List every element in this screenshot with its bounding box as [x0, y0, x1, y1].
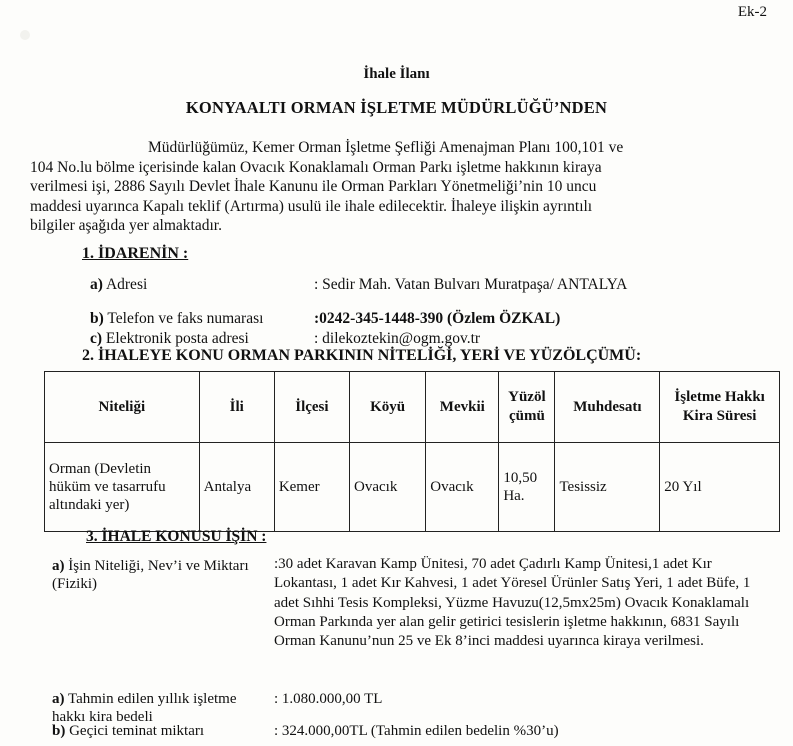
phone-row [90, 310, 560, 328]
address-value: : Sedir Mah. Vatan Bulvarı Muratpaşa/ ANTALYA [314, 276, 628, 293]
cell-ilce: Kemer [274, 443, 349, 532]
cell-mevki: Ovacık [426, 443, 499, 532]
address-row [90, 276, 627, 294]
intro-line: 104 No.lu bölme içerisinde kalan Ovacık Konaklamalı Orman Parkı işletme hakkının kiraya [30, 158, 602, 176]
deposit-label [52, 722, 262, 740]
email-value: : dilekoztekin@ogm.gov.tr [314, 330, 481, 347]
work-prefix: a) [52, 558, 65, 574]
section1-heading: 1. İDARENİN : [82, 245, 189, 262]
annex-label: Ek-2 [737, 4, 767, 20]
intro-line: Müdürlüğümüz, Kemer Orman İşletme Şefliği Amenajman Planı 100,101 ve [148, 139, 624, 156]
cell-nitelik: Orman (Devletin hüküm ve tasarrufu altındaki yer) [45, 443, 200, 532]
col-header: İşletme Hakkı Kira Süresi [660, 372, 780, 443]
col-header: İlçesi [274, 372, 349, 443]
col-header: İli [199, 372, 274, 443]
deposit-label-text: Geçici teminat miktarı [69, 723, 205, 739]
cell-sure: 20 Yıl [660, 443, 780, 532]
email-row [90, 330, 480, 348]
cell-muhdesat: Tesissiz [555, 443, 660, 532]
authority-heading: KONYAALTI ORMAN İŞLETME MÜDÜRLÜĞÜ’NDEN [185, 98, 608, 117]
phone-label: Telefon ve faks numarası [107, 310, 264, 327]
intro-line: maddesi uyarınca Kapalı teklif (Artırma) usulü ile ihale edilecektir. İhaleye ilişkin ayrıntılı [30, 197, 593, 215]
rent-value: : 1.080.000,00 TL [274, 691, 383, 707]
intro-paragraph [30, 138, 730, 236]
cell-il: Antalya [199, 443, 274, 532]
intro-line: verilmesi işi, 2886 Sayılı Devlet İhale Kanunu ile Orman Parkları Yönetmeliği’nin 10 uncu [30, 178, 597, 195]
document-title: İhale İlanı [363, 66, 430, 82]
work-value: :30 adet Karavan Kamp Ünitesi, 70 adet Çadırlı Kamp Ünitesi,1 adet Kır Lokantası, 1 adet Kır Kahvesi, 1 adet Yöresel Ürünler Satış Yeri, 1 adet Büfe, 1 adet Sıhhi Tesis Kompleksi, Yüzme Havuzu(12,5mx25m) Ovacık Konaklamalı Orman Parkında yer alan gelir getirici tesislerin işletme hakkının, 6831 Sayılı Orman Kanunu’nun 25 ve Ek 8’inci maddesi uyarınca kiraya verilmesi. [274, 556, 751, 650]
rent-label-text: Tahmin edilen yıllık işletme hakkı kira bedeli [52, 691, 237, 725]
table-row [45, 443, 780, 532]
work-label-text: İşin Niteliği, Nev’i ve Miktarı (Fiziki) [52, 558, 249, 592]
phone-prefix: b) [90, 310, 104, 327]
rent-label [52, 690, 262, 726]
address-prefix: a) [90, 276, 103, 293]
cell-koy: Ovacık [350, 443, 426, 532]
deposit-prefix: b) [52, 723, 66, 739]
section2-heading: 2. İHALEYE KONU ORMAN PARKININ NİTELİĞİ, YERİ VE YÜZÖLÇÜMÜ: [82, 347, 642, 364]
col-header: Muhdesatı [555, 372, 660, 443]
table-header-row [45, 372, 780, 443]
col-header: Niteliği [45, 372, 200, 443]
address-label: Adresi [105, 276, 148, 293]
park-table [44, 371, 780, 532]
rent-prefix: a) [52, 691, 65, 707]
work-label [52, 557, 262, 593]
cell-yuzolcum: 10,50 Ha. [499, 443, 555, 532]
scan-speck [20, 30, 30, 40]
email-prefix: c) [90, 330, 103, 347]
phone-value: :0242-345-1448-390 (Özlem ÖZKAL) [314, 310, 561, 327]
col-header: Mevkii [426, 372, 499, 443]
section3-heading: 3. İHALE KONUSU İŞİN : [86, 528, 267, 545]
deposit-value: : 324.000,00TL (Tahmin edilen bedelin %30’u) [274, 723, 559, 739]
col-header: Yüzöl çümü [499, 372, 555, 443]
col-header: Köyü [350, 372, 426, 443]
intro-line: bilgiler aşağıda yer almaktadır. [30, 217, 222, 234]
email-label: Elektronik posta adresi [105, 330, 249, 347]
